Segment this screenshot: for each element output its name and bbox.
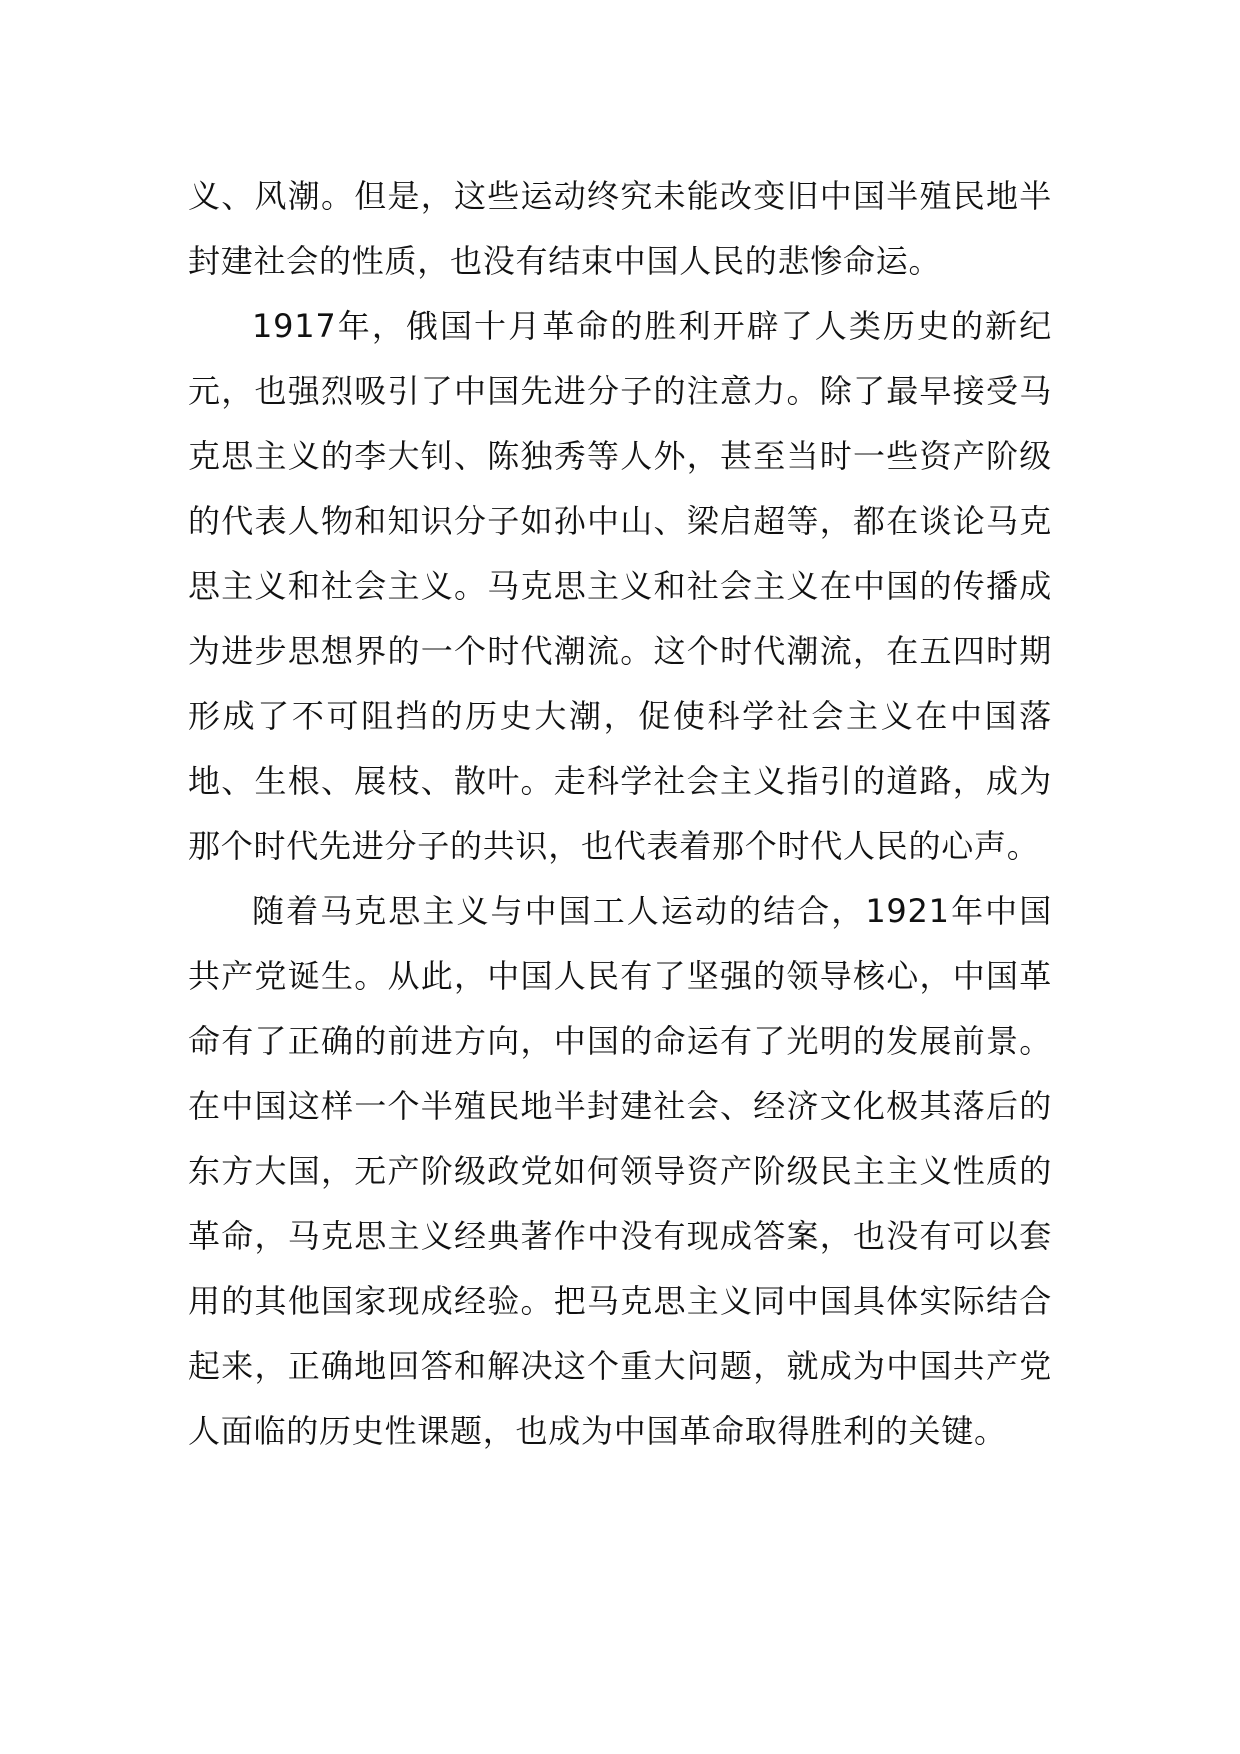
paragraph-3: 随着马克思主义与中国工人运动的结合，1921年中国共产党诞生。从此，中国人民有了坚强的领导核心，中国革命有了正确的前进方向，中国的命运有了光明的发展前景。在中国这样一个半殖民地半封建社会、经济文化极其落后的东方大国，无产阶级政党如何领导资产阶级民主主义性质的革命，马克思主义经典著作中没有现成答案，也没有可以套用的其他国家现成经验。把马克思主义同中国具体实际结合起来，正确地回答和解决这个重大问题，就成为中国共产党人面临的历史性课题，也成为中国革命取得胜利的关键。 [188,892,1052,1450]
paragraph-1: 义、风潮。但是，这些运动终究未能改变旧中国半殖民地半封建社会的性质，也没有结束中国人民的悲惨命运。 [188,177,1052,280]
paragraph-2: 1917年，俄国十月革命的胜利开辟了人类历史的新纪元，也强烈吸引了中国先进分子的注意力。除了最早接受马克思主义的李大钊、陈独秀等人外，甚至当时一些资产阶级的代表人物和知识分子如孙中山、梁启超等，都在谈论马克思主义和社会主义。马克思主义和社会主义在中国的传播成为进步思想界的一个时代潮流。这个时代潮流，在五四时期形成了不可阻挡的历史大潮，促使科学社会主义在中国落地、生根、展枝、散叶。走科学社会主义指引的道路，成为那个时代先进分子的共识，也代表着那个时代人民的心声。 [188,307,1052,865]
document-body [188,164,1052,1464]
